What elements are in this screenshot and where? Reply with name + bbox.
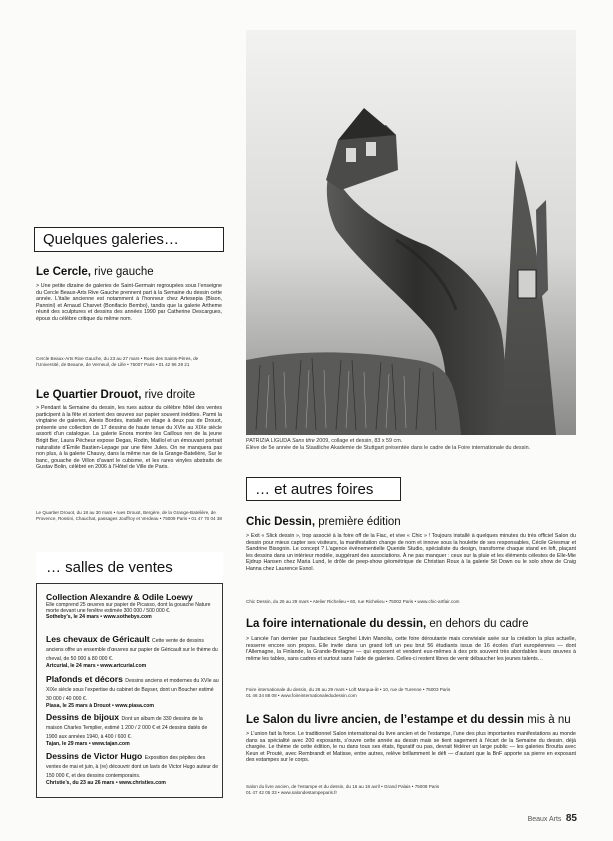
drouot-title: Le Quartier Drouot, rive droite [36, 389, 196, 401]
drouot-info: Le Quartier Drouot, du 18 au 30 mars • rues Drouot, Bergère, de la Grange-Batelière, de Provence, Rossini, Chauchat, passages Jouffroy et Verdeau • 75009 Paris • 01 47 70 04 38 [36, 510, 222, 521]
page-footer [528, 808, 577, 826]
caption-artist: PATRIZIA LIGUDA [246, 438, 291, 444]
foires-header-box [246, 477, 401, 501]
salon-title: Le Salon du livre ancien, de l’estampe et du dessin mis à nu [246, 714, 571, 726]
caption-details: 2009, collage et dessin, 83 x 59 cm. [314, 438, 403, 444]
ventes-header-box [36, 552, 223, 584]
sale-item-plafonds: Plafonds et décors Dessins anciens et modernes du XVIe au XIXe siècle sous l’expertise du cabinet de Bayser, dont un Boucher estimé 30 000 / 40 000 €. Piasa, le 25 mars à Drouot • www.piasa.com [46, 674, 219, 709]
ventes-header: … salles de ventes [46, 559, 173, 576]
foires-header: … et autres foires [255, 481, 374, 498]
cercle-info: Cercle Beaux-Arts Rive Gauche, du 23 au 27 mars • Rues des Saints-Pères, de l’Université, de Beaune, de Verneuil, de Lille • 75007 Paris • 01 42 96 29 21 [36, 356, 199, 367]
foire-info: Foire internationale du dessin, du 26 au 29 mars • Loft Marqua-ât • 10, rue de Turenne • 75003 Paris 01 46 34 88 08 • www.foireinternationaledudessin.com [246, 687, 451, 698]
galeries-header: Quelques galeries… [43, 231, 179, 248]
magazine-name: Beaux Arts [527, 816, 562, 823]
drouot-body: > Pendant la Semaine du dessin, les rues autour du célèbre hôtel des ventes participent à la fête et sortent des œuvres sur papier souvent inédites. Parmi la vingtaine de galeries, Alexis Bordes, installé en étage à deux pas de Drouot, présente une collection de 17 dessins de haute tenue du XVIe au XIXe siècle assorti d’un catalogue. La galerie Enora montre les Cailloux ren de la jeune Brigit Ber, Laura Pécheur expose Degas, Rodin, Maillol et un émouvant portrait naturaliste d’Émile Bastien-Lepage par une fière Jules. On ne manquera pas non plus, à la galerie Chauvy, dans la même rue de la Grange-Batelière, Sur le banc, gouache de Villon d’avant le cubisme, et les rares vinyles abstraits de Gustav Bolin, célébré en 2006 à l’Hôtel de Ville de Paris. [36, 405, 222, 471]
sale-item-hugo: Dessins de Victor Hugo Exposition des pépites des ventes de mai et juin, à (re) découvrir dont un lavis de Victor Hugo auteur de 150 000 €, et des dessins contemporains. Christie’s, du 23 au 26 mars • www.christies.com [46, 751, 219, 786]
caption-line2: Élève de 5e année de la Staatliche Akademie de Stuttgart présentée dans le cadre de la Foire internationale du dessin. [246, 445, 531, 451]
chic-body: > Exit « Slick dessin », trop associé à la foire off de la Fiac, et vive « Chic » ! Toujours installé à quelques minutes du très officiel Salon du dessin pour mieux capter ses visiteurs, la manifestation change de nom et innove sous la houlette de ses responsables, Cécile Griesmar et Sandrine Bisognin. Le concept ? L’agence événementielle Queride Studio, spécialiste du design, transforme chaque stand en loft, plaçant les dessins dans un intérieur modèle, suggérant des associations. À ne pas manquer : ceux sur la pluie et les éléments célestes de Elle-Mie Ejdrup Hansen chez Maria Lund, le drôle de peep-show géométrique de Christian Roux à la galerie Sit Down ou le solo show de Craig Hanna chez Laurence Esnol. [246, 533, 576, 572]
salon-info: Salon du livre ancien, de l’estampe et du dessin, du 16 au 18 avril • Grand Palais • 75008 Paris 01 47 42 05 33 • www.salondestampeparis.fr [246, 784, 440, 795]
foire-title: La foire internationale du dessin, en dehors du cadre [246, 618, 529, 630]
sale-item-gericault: Les chevaux de Géricault Cette vente de dessins anciens offre un ensemble d’œuvres sur papier de Géricault sur le thème du cheval, de 50 000 à 80 000 €. Artcurial, le 24 mars • www.artcurial.com [46, 634, 218, 669]
page-number: 85 [565, 813, 577, 824]
artwork-illustration [246, 30, 576, 435]
salon-body: > L’union fait la force. Le traditionnel Salon international du livre ancien et de l’estampe, l’une des plus importantes manifestations au monde dans sa spécialité avec 200 exposants, s’ouvre cette année au dessin mais se tient sagement à l’écart de la Semaine du dessin, déjà chargée. Le thème de cette édition, le nu dans tous ses états, figuratif ou pas, devrait fédérer un large public — les galeries Brouttа avec Keun et Prouté, avec Rembrandt et Matisse, entre autres, relève brillamment le défi — d’autant que la BnF apporte sa pierre en exposant des estampes sur le corps. [246, 731, 576, 764]
artwork-caption [246, 438, 576, 452]
chic-title: Chic Dessin, première édition [246, 516, 401, 528]
chic-info: Chic Dessin, du 26 au 29 mars • Atelier Richelieu • 60, rue Richelieu • 75002 Paris • www.chic-artfair.com [246, 599, 460, 604]
sale-item-loewy: Collection Alexandre & Odile Loewy Elle comprend 25 œuvres sur papier de Picasso, dont la gouache Nature morte devant une fenêtre estimée 300 000 / 500 000 €. Sotheby’s, le 24 mars • www.sothebys.com [46, 592, 211, 621]
galeries-header-box [34, 227, 224, 252]
caption-title: Sans titre [291, 438, 315, 444]
cercle-title: Le Cercle, rive gauche [36, 266, 154, 278]
artwork-image [246, 30, 576, 435]
foire-body: > Lancée l’an dernier par l’audacieux Serghei Litvin Manoliu, cette foire déroutante mais conviviale axée sur la création la plus actuelle, resserre encore son propos. Elle invite dans un grand loft un peu brut 56 étudiants issus de 16 écoles d’art européennes — dont l’Allemagne, la Finlande, la Grande-Bretagne — qui exposent et vendent eux-mêmes à des prix souvent très abordables leurs œuvres à même les tables, sans cadres et surtout sans l’aide de galeries. Celles-ci restent libres de venir débaucher les jeunes talents… [246, 636, 576, 662]
cercle-body: > Une petite dizaine de galeries de Saint-Germain regroupées sous l’enseigne du Cercle Beaux-Arts Rive Gauche prennent part à la Semaine du dessin cette année. L’italie ancienne est notamment à l’honneur chez Artesepia (Bison, Pannini) et Arnaud Charvet (Bonifacio Bembo), tandis que la galerie Artheme réunit des sculptures et dessins des années 1990 par Catherine Descargues, époux du célèbre critique du même nom. [36, 283, 222, 322]
sale-item-bijoux: Dessins de bijoux Dont un album de 330 dessins de la maison Charles Templier, estimé 1 200 / 2 000 € et 24 dessins datés de 1900 aux années 1940, à 400 / 600 €. Tajan, le 29 mars • www.tajan.com [46, 712, 208, 747]
